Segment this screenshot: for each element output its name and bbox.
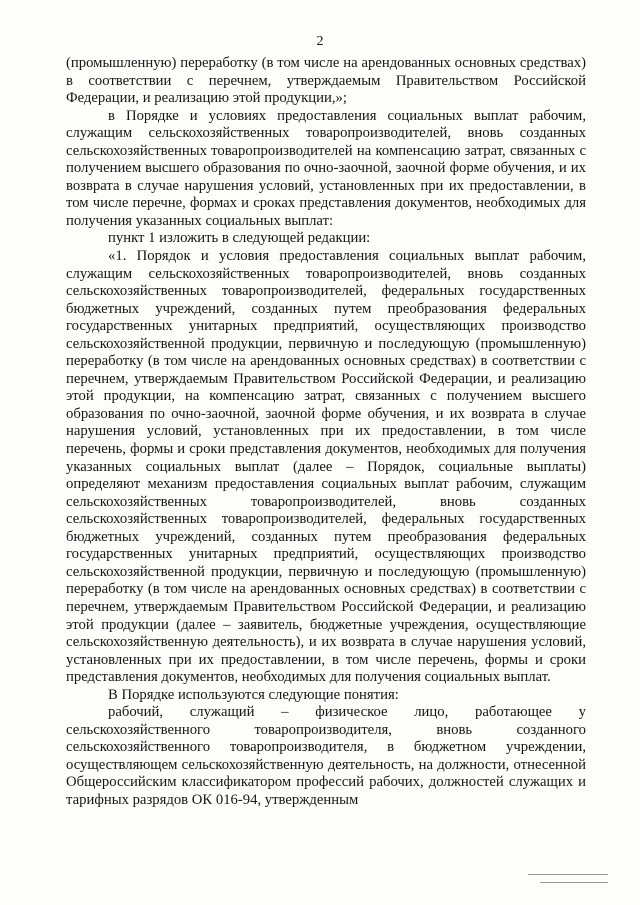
scan-mark-line	[540, 882, 608, 883]
document-body	[66, 55, 586, 810]
paragraph-point-1-instruction: пункт 1 изложить в следующей редакции:	[108, 230, 371, 247]
paragraph-definitions-intro: В Порядке используются следующие понятия:	[108, 686, 399, 703]
page-number: 2	[316, 34, 324, 49]
paragraph-definition-worker: рабочий, служащий – физическое лицо, работающее у сельскохозяйственного товаропроизводителя, вновь созданного сельскохозяйственного товаропроизводителя, в бюджетном учреждении, осуществляющем сельскохозяйственную деятельность, на должности, отнесенной Общероссийским классификатором профессий рабочих, должностей служащих и тарифных разрядов ОК 016-94, утвержденным	[66, 704, 586, 808]
paragraph-amendment-intro: в Порядке и условиях предоставления социальных выплат рабочим, служащим сельскохозяйственных товаропроизводителей, вновь созданных сельскохозяйственных товаропроизводителей на компенсацию затрат, связанных с получением высшего образования по очно-заочной, заочной форме обучения, и их возврата в случае нарушения условий, установленных при их предоставлении, в том числе перечне, формах и сроках представления документов, необходимых для получения указанных социальных выплат:	[66, 107, 586, 229]
scan-mark-line	[528, 874, 608, 875]
paragraph-point-1-text: «1. Порядок и условия предоставления социальных выплат рабочим, служащим сельскохозяйственных товаропроизводителей, вновь созданных сельскохозяйственных товаропроизводителей, федеральных государственных бюджетных учреждений, созданных путем преобразования федеральных государственных унитарных предприятий, осуществляющих производство сельскохозяйственной продукции, первичную и последующую (промышленную) переработку (в том числе на арендованных основных средствах) в соответствии с перечнем, утверждаемым Правительством Российской Федерации, и реализацию этой продукции, на компенсацию затрат, связанных с получением высшего образования по очно-заочной, заочной форме обучения, и их возврата в случае нарушения условий, установленных при их предоставлении, в том числе перечень, формы и сроки представления документов, необходимых для получения указанных социальных выплат (далее – Порядок, социальные выплаты) определяют механизм предоставления социальных выплат рабочим, служащим сельскохозяйственных товаропроизводителей, вновь созданных сельскохозяйственных товаропроизводителей, федеральных государственных бюджетных учреждений, созданных путем преобразования федеральных государственных унитарных предприятий, осуществляющих производство сельскохозяйственной продукции, первичную и последующую (промышленную) переработку (в том числе на арендованных основных средствах) в соответствии с перечнем, утверждаемым Правительством Российской Федерации, и реализацию этой продукции (далее – заявитель, бюджетные учреждения, осуществляющие сельскохозяйственную деятельность), и их возврата в случае нарушения условий, установленных при их предоставлении, в том числе перечень, формы и сроки представления документов, необходимых для получения социальных выплат.	[66, 248, 586, 686]
paragraph-continuation: (промышленную) переработку (в том числе на арендованных основных средствах) в соответствии с перечнем, утверждаемым Правительством Российской Федерации, и реализацию этой продукции,»;	[66, 55, 586, 107]
